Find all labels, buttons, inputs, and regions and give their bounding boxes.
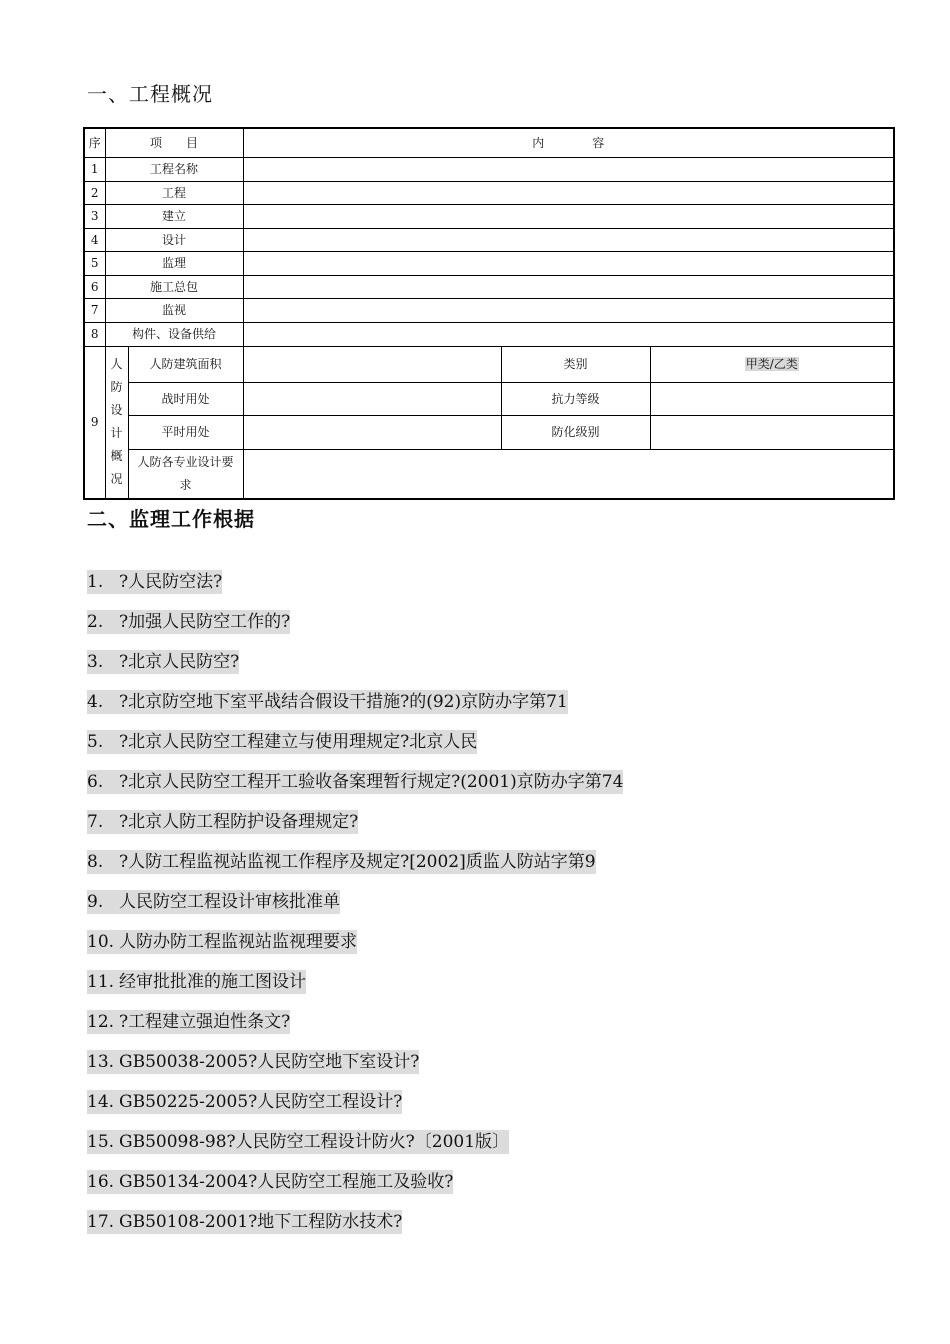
table-row <box>84 346 894 382</box>
table-row <box>84 382 894 415</box>
list-item <box>87 808 623 848</box>
row-item: 监视 <box>105 298 243 322</box>
list-item <box>87 928 623 968</box>
list-item <box>87 1128 623 1168</box>
item-number: 1. <box>87 572 104 592</box>
item-text: 人民防空工程设计审核批准单 <box>119 892 340 912</box>
item-text: GB50134-2004?人民防空工程施工及验收? <box>119 1172 454 1192</box>
row-content[interactable] <box>243 251 894 275</box>
row-content[interactable] <box>243 181 894 204</box>
item-text: ?北京人防工程防护设备理规定? <box>119 812 359 832</box>
item-text: ?人民防空法? <box>119 572 223 592</box>
category-label: 类别 <box>501 346 650 382</box>
item-number: 7. <box>87 812 104 832</box>
row-seq: 2 <box>84 181 105 204</box>
item-text: 人防办防工程监视站监视理要求 <box>119 932 357 952</box>
item-text: GB50225-2005?人民防空工程设计? <box>119 1092 403 1112</box>
table-row <box>84 251 894 275</box>
header-seq: 序 <box>84 128 105 157</box>
item-text: GB50038-2005?人民防空地下室设计? <box>119 1052 420 1072</box>
category-value[interactable] <box>650 346 894 382</box>
item-text: GB50108-2001?地下工程防水技术? <box>119 1212 403 1232</box>
list-item <box>87 1008 623 1048</box>
item-number: 2. <box>87 612 104 632</box>
list-item <box>87 768 623 808</box>
resistance-level-label: 抗力等级 <box>501 382 650 415</box>
item-number: 16. <box>87 1172 115 1192</box>
list-item <box>87 568 623 608</box>
item-text: ?北京人民防空? <box>119 652 240 672</box>
wartime-use-value[interactable] <box>243 382 501 415</box>
category-option-text: 甲类/乙类 <box>745 357 798 371</box>
table-row <box>84 322 894 346</box>
list-item <box>87 1088 623 1128</box>
item-number: 8. <box>87 852 104 872</box>
item-number: 13. <box>87 1052 115 1072</box>
project-overview-table <box>83 127 895 500</box>
table-row <box>84 204 894 228</box>
item-number: 17. <box>87 1212 115 1232</box>
row-content[interactable] <box>243 275 894 298</box>
item-text: ?北京防空地下室平战结合假设干措施?的(92)京防办字第71 <box>119 692 568 712</box>
item-number: 10. <box>87 932 115 952</box>
row-seq: 5 <box>84 251 105 275</box>
item-text: 经审批批准的施工图设计 <box>119 972 306 992</box>
item-number: 11. <box>87 972 115 992</box>
row-seq: 8 <box>84 322 105 346</box>
chemical-defense-value[interactable] <box>650 415 894 449</box>
list-item <box>87 848 623 888</box>
resistance-level-value[interactable] <box>650 382 894 415</box>
row-seq: 7 <box>84 298 105 322</box>
item-number: 3. <box>87 652 104 672</box>
item-number: 12. <box>87 1012 115 1032</box>
row-seq: 6 <box>84 275 105 298</box>
row-item: 工程 <box>105 181 243 204</box>
row-content[interactable] <box>243 228 894 251</box>
row-content[interactable] <box>243 322 894 346</box>
item-text: ?工程建立强迫性条文? <box>119 1012 291 1032</box>
list-item <box>87 888 623 928</box>
reference-list <box>87 568 623 1248</box>
list-item <box>87 688 623 728</box>
civil-defense-area-label: 人防建筑面积 <box>128 346 243 382</box>
table-row <box>84 415 894 449</box>
row-item: 设计 <box>105 228 243 251</box>
section-title-basis: 二、监理工作根据 <box>87 507 255 531</box>
list-item <box>87 1208 623 1248</box>
item-text: ?人防工程监视站监视工作程序及规定?[2002]质监人防站字第9 <box>119 852 596 872</box>
list-item <box>87 608 623 648</box>
list-item <box>87 728 623 768</box>
peacetime-use-label: 平时用处 <box>128 415 243 449</box>
row-seq: 9 <box>84 346 105 499</box>
row-item: 建立 <box>105 204 243 228</box>
row-item: 工程名称 <box>105 157 243 181</box>
item-text: ?北京人民防空工程建立与使用理规定?北京人民 <box>119 732 478 752</box>
row-item: 构件、设备供给 <box>105 322 243 346</box>
row-content[interactable] <box>243 298 894 322</box>
list-item <box>87 648 623 688</box>
header-item: 项 目 <box>105 128 243 157</box>
table-row <box>84 298 894 322</box>
design-requirements-value[interactable] <box>243 449 894 499</box>
item-number: 6. <box>87 772 104 792</box>
table-header-row <box>84 128 894 157</box>
list-item <box>87 968 623 1008</box>
row-item: 监理 <box>105 251 243 275</box>
civil-defense-design-label: 人防设计概况 <box>105 346 128 499</box>
design-requirements-label: 人防各专业设计要求 <box>128 449 243 499</box>
list-item <box>87 1048 623 1088</box>
item-number: 14. <box>87 1092 115 1112</box>
civil-defense-area-value[interactable] <box>243 346 501 382</box>
item-text: GB50098-98?人民防空工程设计防火?〔2001版〕 <box>119 1132 510 1152</box>
item-text: ?北京人民防空工程开工验收备案理暂行规定?(2001)京防办字第74 <box>119 772 624 792</box>
list-item <box>87 1168 623 1208</box>
row-seq: 3 <box>84 204 105 228</box>
header-content: 内 容 <box>243 128 894 157</box>
item-number: 9. <box>87 892 104 912</box>
peacetime-use-value[interactable] <box>243 415 501 449</box>
item-text: ?加强人民防空工作的? <box>119 612 291 632</box>
row-content[interactable] <box>243 157 894 181</box>
row-item: 施工总包 <box>105 275 243 298</box>
section-title-overview: 一、工程概况 <box>87 82 213 106</box>
table-row <box>84 228 894 251</box>
table-row <box>84 181 894 204</box>
table-row <box>84 449 894 499</box>
item-number: 15. <box>87 1132 115 1152</box>
item-number: 4. <box>87 692 104 712</box>
table-row <box>84 275 894 298</box>
item-number: 5. <box>87 732 104 752</box>
table-row <box>84 157 894 181</box>
row-seq: 1 <box>84 157 105 181</box>
wartime-use-label: 战时用处 <box>128 382 243 415</box>
chemical-defense-label: 防化级别 <box>501 415 650 449</box>
row-seq: 4 <box>84 228 105 251</box>
row-content[interactable] <box>243 204 894 228</box>
